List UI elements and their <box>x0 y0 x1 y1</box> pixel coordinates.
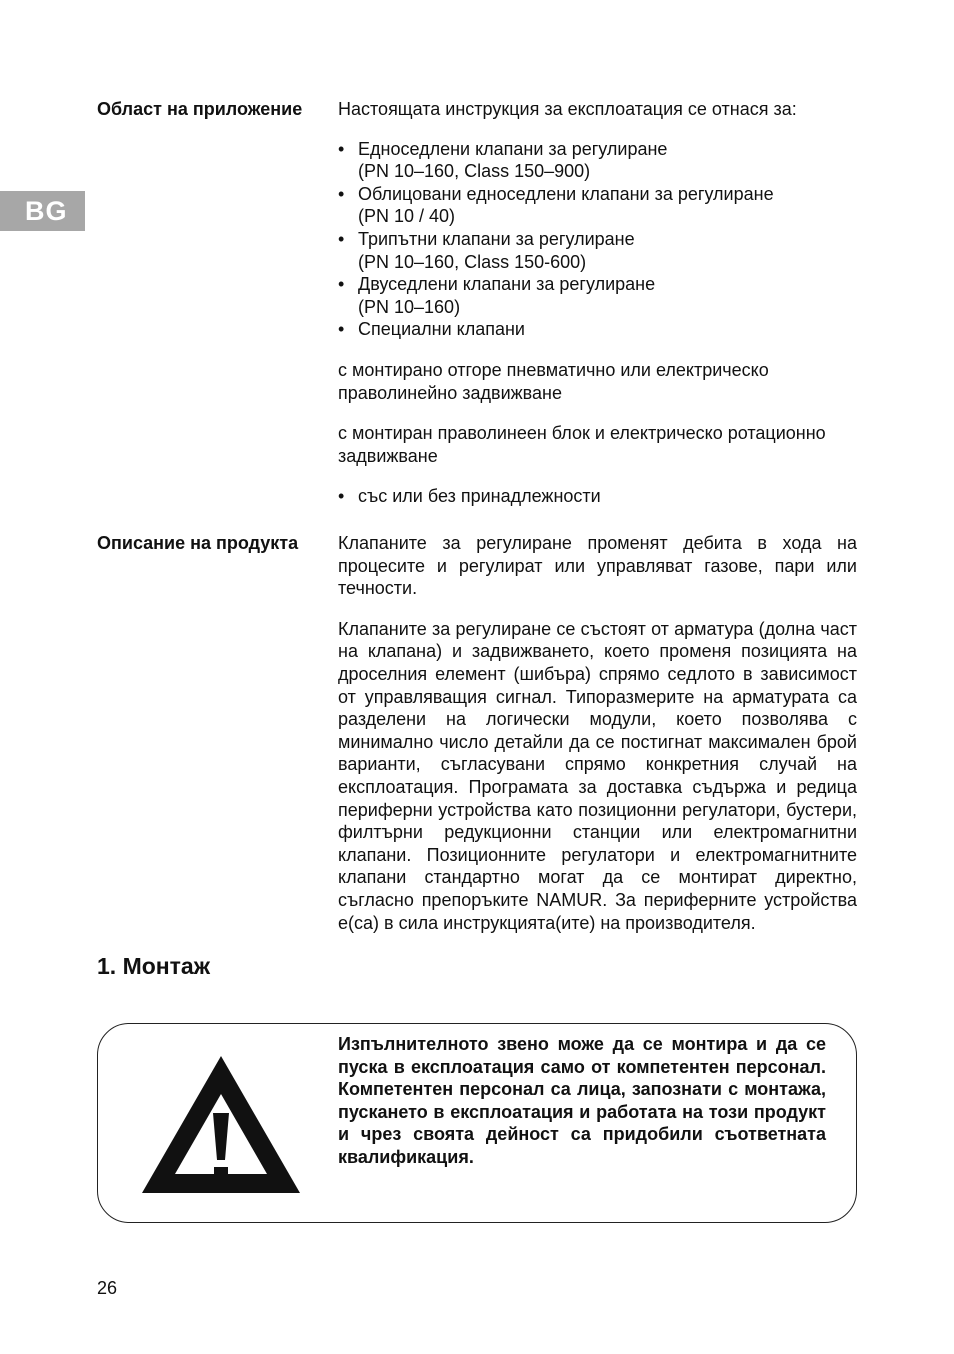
description-content <box>338 532 857 934</box>
list-item <box>338 318 857 341</box>
list-item-line: • Двуседлени клапани за регулиране <box>358 274 656 295</box>
list-item <box>338 138 857 183</box>
description-label: Описание на продукта <box>97 533 299 553</box>
scope-intro: Настоящата инструкция за експлоатация се отнася за: <box>338 99 797 119</box>
list-item-line: • Специални клапани <box>358 319 525 340</box>
list-item-subline: (PN 10 / 40) <box>358 206 456 227</box>
scope-label: Област на приложение <box>97 99 303 119</box>
description-paragraph-1: Клапаните за регулиране променят дебита в хода на процесите и регулират или управляват газове, пари или течности. <box>338 533 857 599</box>
warning-box <box>97 1023 857 1223</box>
warning-triangle-icon <box>136 1050 306 1200</box>
scope-paragraph-pneumatic: с монтирано отгоре пневматично или електрическо праволинейно задвижване <box>338 359 769 403</box>
accessory-list <box>338 485 857 508</box>
list-item-subline: (PN 10–160, Class 150–900) <box>358 161 591 182</box>
list-item-line: • Облицовани едноседлени клапани за регулиране <box>358 183 774 204</box>
list-item-subline: (PN 10–160, Class 150-600) <box>358 251 587 272</box>
list-item-subline: (PN 10–160) <box>358 296 461 317</box>
valve-type-list <box>338 138 857 341</box>
list-item-line: • Едноседлени клапани за регулиране <box>358 138 668 159</box>
list-item <box>338 273 857 318</box>
list-item: • със или без принадлежности <box>338 485 857 508</box>
page-number: 26 <box>97 1278 118 1298</box>
language-tab-bg: BG <box>0 191 85 231</box>
list-item <box>338 183 857 228</box>
section-heading: 1. Монтаж <box>97 953 211 979</box>
list-item <box>338 228 857 273</box>
warning-text: Изпълнителното звено може да се монтира и да се пуска в експлоатация само от компетентен персонал. Компетентен персонал са лица, запознати с монтажа, пускането в експлоатация и работата на този продукт и чрез своята дейност са придобили съответната квалификация. <box>338 1034 826 1167</box>
list-item-line: • Трипътни клапани за регулиране <box>358 228 635 249</box>
scope-paragraph-rotary: с монтиран праволинеен блок и електрическо ротационно задвижване <box>338 423 826 466</box>
description-paragraph-2: Клапаните за регулиране се състоят от арматура (долна част на клапана) и задвижването, което променя позицията на дроселния елемент (шибъра) спрямо седлото в зависимост от управляващия сигнал. Типоразмерите на арматурата са разделени на логически модули, което позволява с минимално число детайли да се постигнат максимален брой варианти, съгласувани спрямо конкретния случай на експлоатация. Програмата за доставка съдържа и редица периферни устройства като позиционни регулатори, бустери, филтърни редукционни станции или електромагнитни клапани. Позиционните регулатори и електромагнитните клапани стандартно могат да се монтират директно, съгласно препоръките NAMUR. За периферните устройства е(са) в сила инструкцията(ите) на производителя. <box>338 618 857 933</box>
scope-content <box>338 98 857 508</box>
